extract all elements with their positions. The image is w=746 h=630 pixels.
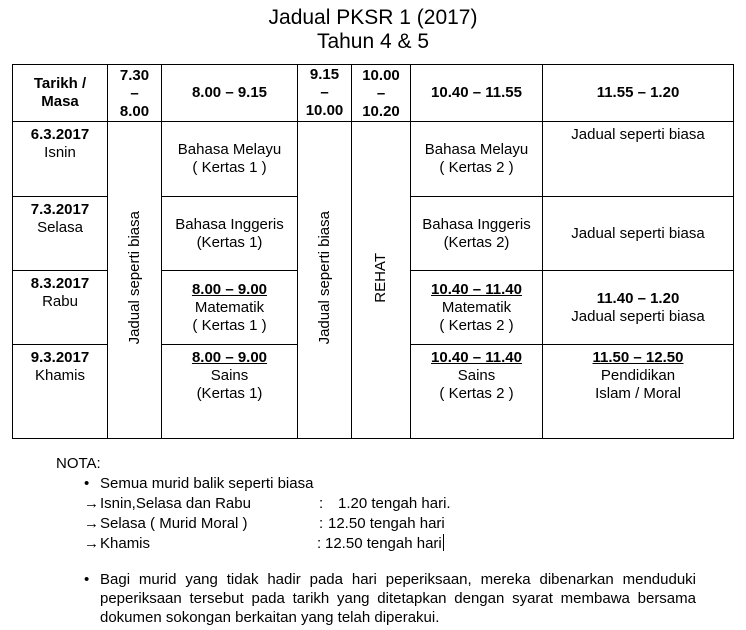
- notes-heading: NOTA:: [56, 455, 101, 472]
- note-item: • Semua murid balik seperti biasa: [84, 475, 314, 492]
- header-slot-730: 7.30 – 8.00: [108, 65, 162, 122]
- table-row: [13, 122, 734, 197]
- note-arrow-value: 1.20 tengah hari.: [338, 495, 451, 512]
- note-arrow-item: →Khamis: [84, 535, 151, 552]
- row-date-cell: 8.3.2017 Rabu: [13, 271, 108, 345]
- note-arrow-sep: :: [317, 535, 322, 552]
- note-arrow-item: →Selasa ( Murid Moral ): [84, 515, 248, 532]
- subject-cell: Bahasa Melayu ( Kertas 2 ): [411, 122, 543, 197]
- note-arrow-sep: :: [319, 515, 324, 532]
- header-tarikh-masa: Tarikh / Masa: [13, 65, 108, 122]
- header-slot-1155: 11.55 – 1.20: [543, 65, 734, 122]
- subject-cell: Jadual seperti biasa: [543, 122, 734, 197]
- header-slot-1040: 10.40 – 11.55: [411, 65, 543, 122]
- bullet-icon: •: [84, 571, 90, 588]
- subject-cell: 10.40 – 11.40 Matematik ( Kertas 2 ): [411, 271, 543, 345]
- merged-cell-730: Jadual seperti biasa: [108, 122, 162, 439]
- subject-cell: Bahasa Inggeris (Kertas 1): [162, 197, 298, 271]
- exam-schedule-table: [12, 64, 734, 439]
- merged-cell-915: Jadual seperti biasa: [298, 122, 352, 439]
- merged-cell-rehat: REHAT: [352, 122, 411, 439]
- row-date-cell: 9.3.2017 Khamis: [13, 345, 108, 439]
- header-row: [13, 65, 734, 122]
- row-date-cell: 7.3.2017 Selasa: [13, 197, 108, 271]
- note-arrow-sep: :: [319, 495, 324, 512]
- arrow-right-icon: →: [84, 495, 99, 512]
- note-paragraph: Bagi murid yang tidak hadir pada hari peperiksaan, mereka dibenarkan menduduki peperiksaan tersebut pada tarikh yang ditetapkan dengan syarat membawa bersama dokumen sokongan berkaitan yang telah diperakui.: [100, 571, 696, 626]
- subject-cell: Jadual seperti biasa: [543, 197, 734, 271]
- note-arrow-value: 12.50 tengah hari: [325, 535, 442, 552]
- document-title: Jadual PKSR 1 (2017): [268, 6, 478, 29]
- arrow-right-icon: →: [84, 535, 99, 552]
- bullet-icon: •: [84, 475, 90, 492]
- subject-cell: Bahasa Melayu ( Kertas 1 ): [162, 122, 298, 197]
- header-slot-1000: 10.00 – 10.20: [352, 65, 411, 122]
- row-date-cell: 6.3.2017 Isnin: [13, 122, 108, 197]
- subject-cell: 8.00 – 9.00 Matematik ( Kertas 1 ): [162, 271, 298, 345]
- text-cursor: [443, 534, 444, 551]
- header-slot-915: 9.15 – 10.00: [298, 65, 352, 122]
- header-slot-800: 8.00 – 9.15: [162, 65, 298, 122]
- note-arrow-item: →Isnin,Selasa dan Rabu: [84, 495, 251, 512]
- subject-cell: 11.50 – 12.50 Pendidikan Islam / Moral: [543, 345, 734, 439]
- subject-cell: Bahasa Inggeris (Kertas 2): [411, 197, 543, 271]
- arrow-right-icon: →: [84, 515, 99, 532]
- subject-cell: 8.00 – 9.00 Sains (Kertas 1): [162, 345, 298, 439]
- subject-cell: 10.40 – 11.40 Sains ( Kertas 2 ): [411, 345, 543, 439]
- document-subtitle: Tahun 4 & 5: [316, 30, 430, 53]
- note-arrow-value: 12.50 tengah hari: [328, 515, 445, 532]
- subject-cell: 11.40 – 1.20 Jadual seperti biasa: [543, 271, 734, 345]
